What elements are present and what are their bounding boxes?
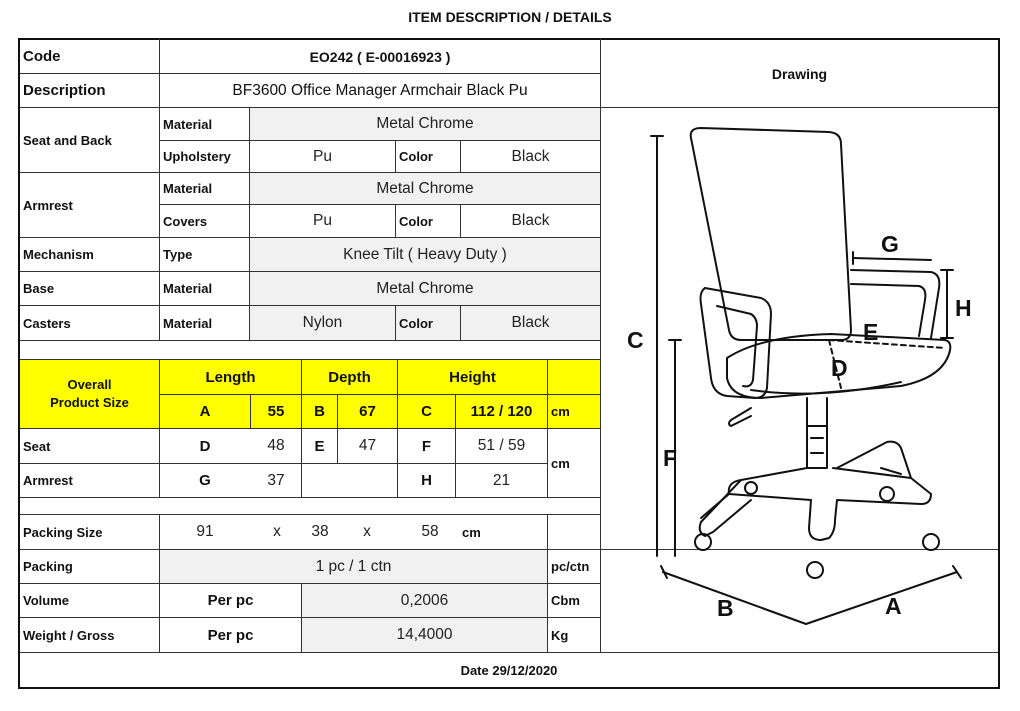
casters-color-label: Color [399,315,433,331]
size-b-value: 67 [359,403,376,420]
armrest-material-label: Material [163,181,213,196]
seat-e-value: 47 [358,437,377,454]
packing-size-x1: x [273,523,281,540]
drawing-letter-f: F [663,445,678,471]
weight-per: Per pc [207,626,254,644]
base-material-label: Material [163,281,213,296]
casters-label: Casters [23,315,71,331]
seat-back-label: Seat and Back [23,132,112,148]
base-label: Base [23,281,55,296]
code-label: Code [23,48,61,65]
volume-value: 0,2006 [400,591,449,609]
armrest-label: Armrest [23,197,73,213]
armrest-covers-label: Covers [163,213,208,229]
drawing-letter-g: G [881,231,899,257]
packing-value: 1 pc / 1 ctn [315,557,392,575]
description-label: Description [23,82,106,99]
armrest-color-label: Color [399,213,433,229]
size-unit: cm [551,404,570,419]
drawing-letter-d: D [831,355,848,381]
casters-material-label: Material [163,315,213,331]
seat-back-upholstery-label: Upholstery [163,149,231,164]
drawing-letter-a: A [885,593,902,619]
packing-label: Packing [23,559,73,574]
packing-size-label: Packing Size [23,524,103,540]
casters-material: Nylon [302,314,343,331]
drawing-letter-c: C [627,327,644,353]
document-title: ITEM DESCRIPTION / DETAILS [408,9,612,25]
packing-size-unit: cm [462,524,481,540]
size-c-value: 112 / 120 [470,403,533,420]
overall-size-label: Overall Product Size [50,377,129,410]
drawing-letter-e: E [863,319,879,345]
size-a-label: A [199,403,211,420]
code-value: EO242 ( E-00016923 ) [309,48,451,65]
mechanism-type: Knee Tilt ( Heavy Duty ) [343,245,507,263]
armrest-color: Black [511,212,550,229]
packing-size-height: 58 [421,523,439,540]
seat-back-upholstery: Pu [313,147,332,165]
armrest-g-label: G [199,472,211,489]
seat-back-color-label: Color [399,149,433,164]
packing-unit: pc/ctn [551,559,590,574]
volume-unit: Cbm [551,593,580,608]
armrest-dims-label: Armrest [23,473,73,488]
volume-per: Per pc [207,592,254,609]
drawing-letter-h: H [955,295,972,321]
armrest-covers: Pu [313,212,332,229]
date: Date 29/12/2020 [460,662,558,678]
size-b-label: B [314,403,325,420]
casters-color: Black [511,314,550,331]
seat-e-label: E [314,437,325,455]
seat-d-label: D [199,437,211,455]
armrest-h-label: H [421,472,432,489]
size-c-label: C [421,403,432,420]
seat-f-value: 51 / 59 [477,437,526,454]
weight-label: Weight / Gross [23,627,115,643]
weight-value: 14,4000 [396,626,453,643]
height-label: Height [449,368,496,386]
seat-back-color: Black [511,147,550,165]
seat-dims-label: Seat [23,438,51,454]
packing-size-x2: x [363,523,371,540]
seat-back-material-label: Material [163,116,213,132]
mechanism-type-label: Type [163,247,193,262]
chair-drawing [601,108,998,621]
armrest-h-value: 21 [492,471,511,489]
drawing-label: Drawing [771,65,828,82]
size-a-value: 55 [267,403,285,420]
packing-size-length: 91 [196,523,214,540]
drawing-letter-b: B [717,595,734,621]
seat-armrest-unit: cm [551,455,570,471]
seat-d-value: 48 [267,437,285,454]
volume-label: Volume [23,593,69,608]
mechanism-label: Mechanism [23,247,94,262]
armrest-material: Metal Chrome [376,179,474,197]
seat-f-label: F [421,437,432,455]
weight-unit: Kg [551,627,569,643]
packing-size-width: 38 [311,523,329,540]
length-label: Length [205,368,256,386]
base-material: Metal Chrome [376,279,474,297]
description-value: BF3600 Office Manager Armchair Black Pu [232,81,528,99]
seat-back-material: Metal Chrome [376,115,474,132]
armrest-g-value: 37 [267,471,285,489]
depth-label: Depth [328,368,371,386]
